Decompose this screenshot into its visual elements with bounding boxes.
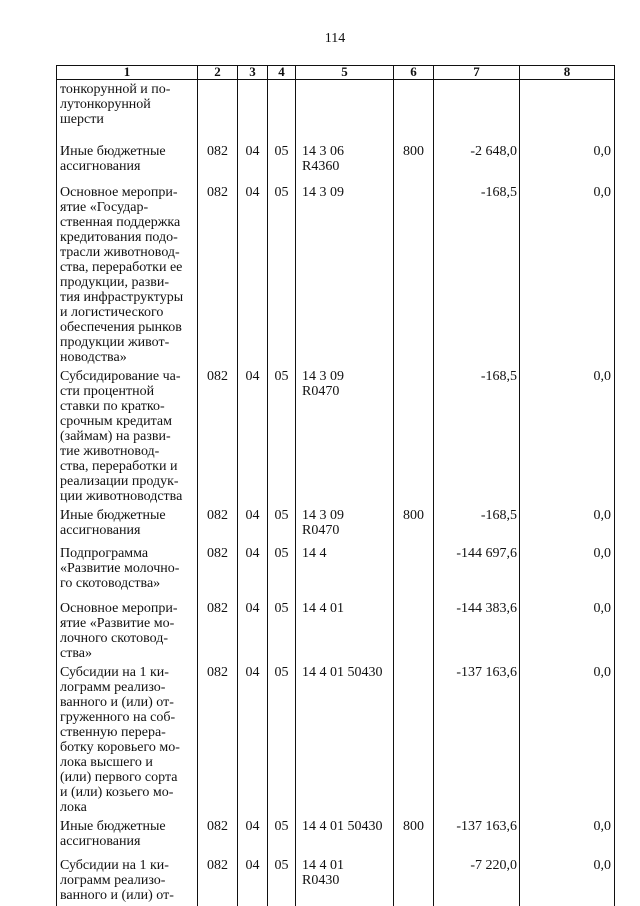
column-header-7: 7 (434, 66, 520, 80)
row-section-code: 04 (238, 599, 268, 663)
row-ministry-code: 082 (198, 183, 238, 367)
row-name: Иные бюджетные ассигнования (57, 817, 198, 856)
header-row (57, 66, 615, 80)
row-expense-type: 800 (394, 817, 434, 856)
table-row (57, 183, 615, 367)
row-subsection-code: 05 (268, 544, 296, 599)
row-name: Субсидирование ча- сти процентной ставки по кратко- срочным кредитам (займам) на разви- тие животновод- ства, переработки и реализации продук- ции животноводства (57, 367, 198, 506)
row-amount-1: -137 163,6 (434, 663, 520, 817)
row-amount-1: -168,5 (434, 367, 520, 506)
column-header-6: 6 (394, 66, 434, 80)
row-name: Подпрограмма «Развитие молочно- го скотоводства» (57, 544, 198, 599)
row-ministry-code: 082 (198, 142, 238, 183)
row-name: Основное меропри- ятие «Развитие мо- лочного скотовод- ства» (57, 599, 198, 663)
row-expense-type (394, 544, 434, 599)
row-expense-type (394, 663, 434, 817)
row-expense-type (394, 183, 434, 367)
row-section-code: 04 (238, 183, 268, 367)
row-expense-type: 800 (394, 142, 434, 183)
row-ministry-code: 082 (198, 599, 238, 663)
row-amount-1 (434, 80, 520, 142)
table-row (57, 506, 615, 544)
row-expense-type (394, 599, 434, 663)
row-ministry-code: 082 (198, 856, 238, 906)
row-ministry-code: 082 (198, 817, 238, 856)
row-target-code: 14 3 09 (296, 183, 394, 367)
row-name: Иные бюджетные ассигнования (57, 142, 198, 183)
row-subsection-code (268, 80, 296, 142)
row-section-code: 04 (238, 506, 268, 544)
row-subsection-code: 05 (268, 367, 296, 506)
row-subsection-code: 05 (268, 142, 296, 183)
row-ministry-code: 082 (198, 544, 238, 599)
column-header-3: 3 (238, 66, 268, 80)
row-amount-2: 0,0 (520, 599, 615, 663)
row-section-code: 04 (238, 142, 268, 183)
row-section-code: 04 (238, 544, 268, 599)
row-expense-type: 800 (394, 506, 434, 544)
table-row (57, 856, 615, 906)
row-section-code: 04 (238, 817, 268, 856)
row-expense-type (394, 80, 434, 142)
row-subsection-code: 05 (268, 663, 296, 817)
row-amount-2: 0,0 (520, 367, 615, 506)
table-row (57, 544, 615, 599)
column-header-1: 1 (57, 66, 198, 80)
row-ministry-code: 082 (198, 506, 238, 544)
row-amount-2: 0,0 (520, 506, 615, 544)
row-subsection-code: 05 (268, 817, 296, 856)
row-target-code: 14 4 01 R0430 (296, 856, 394, 906)
row-section-code: 04 (238, 856, 268, 906)
row-amount-2: 0,0 (520, 856, 615, 906)
column-header-5: 5 (296, 66, 394, 80)
row-amount-2: 0,0 (520, 817, 615, 856)
row-target-code: 14 4 01 50430 (296, 663, 394, 817)
row-amount-1: -137 163,6 (434, 817, 520, 856)
column-header-8: 8 (520, 66, 615, 80)
row-target-code: 14 3 09 R0470 (296, 367, 394, 506)
row-subsection-code: 05 (268, 599, 296, 663)
row-subsection-code: 05 (268, 856, 296, 906)
row-name: Субсидии на 1 ки- лограмм реализо- ванного и (или) от- (57, 856, 198, 906)
column-header-2: 2 (198, 66, 238, 80)
row-target-code: 14 4 01 (296, 599, 394, 663)
row-target-code: 14 3 09 R0470 (296, 506, 394, 544)
row-target-code: 14 3 06 R4360 (296, 142, 394, 183)
budget-table (56, 65, 615, 906)
row-amount-2: 0,0 (520, 183, 615, 367)
row-amount-1: -2 648,0 (434, 142, 520, 183)
row-amount-1: -168,5 (434, 506, 520, 544)
row-name: Субсидии на 1 ки- лограмм реализо- ванного и (или) от- груженного на соб- ственную перера- ботку коровьего мо- лока высшего и (или) первого сорта и (или) козьего мо- лока (57, 663, 198, 817)
page-number: 114 (324, 31, 346, 46)
row-amount-1: -168,5 (434, 183, 520, 367)
row-amount-2: 0,0 (520, 142, 615, 183)
row-target-code: 14 4 01 50430 (296, 817, 394, 856)
row-section-code: 04 (238, 367, 268, 506)
row-name: Иные бюджетные ассигнования (57, 506, 198, 544)
row-subsection-code: 05 (268, 506, 296, 544)
table-row (57, 599, 615, 663)
table-row (57, 80, 615, 142)
row-amount-1: -144 697,6 (434, 544, 520, 599)
table-row (57, 817, 615, 856)
table-row (57, 663, 615, 817)
row-section-code: 04 (238, 663, 268, 817)
column-header-4: 4 (268, 66, 296, 80)
row-expense-type (394, 367, 434, 506)
row-ministry-code (198, 80, 238, 142)
row-name: тонкорунной и по- лутонкорунной шерсти (57, 80, 198, 142)
row-amount-1: -144 383,6 (434, 599, 520, 663)
row-expense-type (394, 856, 434, 906)
row-ministry-code: 082 (198, 367, 238, 506)
row-amount-2: 0,0 (520, 663, 615, 817)
row-amount-1: -7 220,0 (434, 856, 520, 906)
row-target-code (296, 80, 394, 142)
row-subsection-code: 05 (268, 183, 296, 367)
row-ministry-code: 082 (198, 663, 238, 817)
row-name: Основное меропри- ятие «Государ- ственная поддержка кредитования подо- трасли животновод- ства, переработки ее продукции, разви- тия инфраструктуры и логистического обеспечения рынков продукции живот- новодства» (57, 183, 198, 367)
table-row (57, 142, 615, 183)
table-row (57, 367, 615, 506)
row-amount-2 (520, 80, 615, 142)
row-amount-2: 0,0 (520, 544, 615, 599)
row-target-code: 14 4 (296, 544, 394, 599)
row-section-code (238, 80, 268, 142)
